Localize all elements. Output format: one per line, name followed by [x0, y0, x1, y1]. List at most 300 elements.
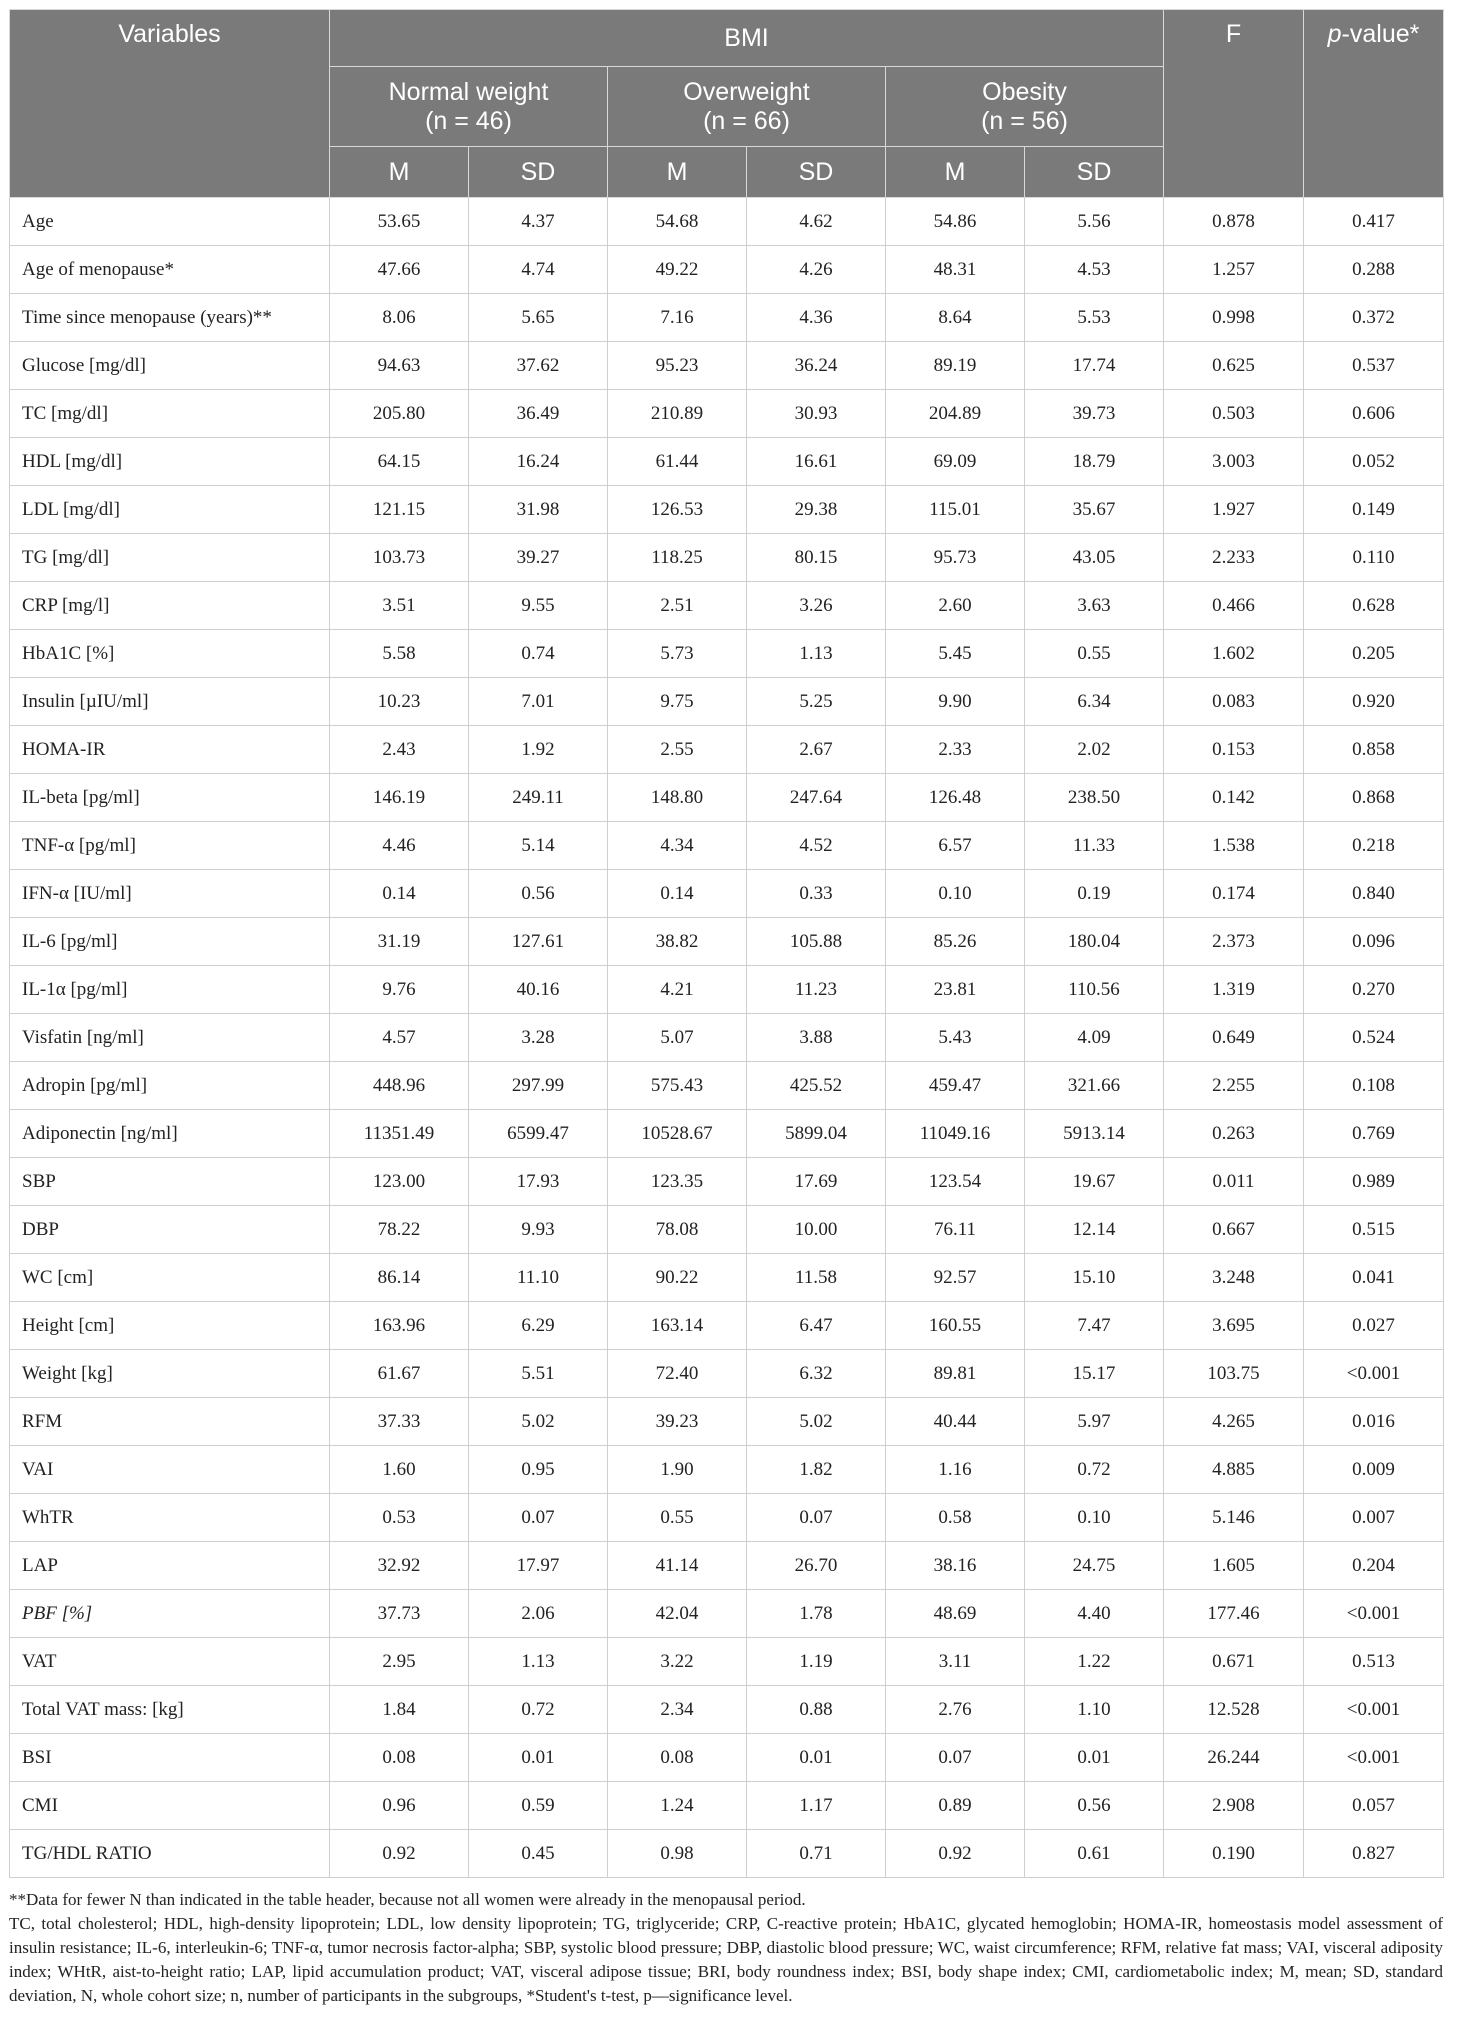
table-row [10, 1254, 1444, 1302]
table-cell: 11049.16 [886, 1110, 1025, 1158]
table-cell: 39.73 [1025, 390, 1164, 438]
table-cell: 2.33 [886, 726, 1025, 774]
table-cell: 95.73 [886, 534, 1025, 582]
table-cell: 76.11 [886, 1206, 1025, 1254]
table-cell: 3.248 [1164, 1254, 1304, 1302]
header-p-italic: p [1327, 20, 1342, 48]
table-row [10, 918, 1444, 966]
table-row [10, 1014, 1444, 1062]
table-row [10, 1638, 1444, 1686]
table-row [10, 390, 1444, 438]
table-cell: 8.64 [886, 294, 1025, 342]
group-n: (n = 56) [981, 106, 1068, 135]
row-label: Adiponectin [ng/ml] [10, 1110, 330, 1158]
table-cell: 1.257 [1164, 246, 1304, 294]
table-cell: 0.88 [747, 1686, 886, 1734]
table-cell: 1.19 [747, 1638, 886, 1686]
table-cell: 4.21 [608, 966, 747, 1014]
table-cell: 4.34 [608, 822, 747, 870]
row-label: HOMA-IR [10, 726, 330, 774]
table-cell: 69.09 [886, 438, 1025, 486]
table-cell: 0.55 [1025, 630, 1164, 678]
table-cell: 118.25 [608, 534, 747, 582]
table-cell: 0.74 [469, 630, 608, 678]
table-cell: 0.840 [1304, 870, 1444, 918]
table-row [10, 1302, 1444, 1350]
table-cell: 11.33 [1025, 822, 1164, 870]
table-row [10, 294, 1444, 342]
table-cell: 0.057 [1304, 1782, 1444, 1830]
table-cell: 43.05 [1025, 534, 1164, 582]
row-label: IL-6 [pg/ml] [10, 918, 330, 966]
row-label: Weight [kg] [10, 1350, 330, 1398]
header-m: M [886, 147, 1025, 198]
table-cell: 6.34 [1025, 678, 1164, 726]
table-cell: 37.62 [469, 342, 608, 390]
table-cell: 11.23 [747, 966, 886, 1014]
table-cell: 5.14 [469, 822, 608, 870]
table-cell: 425.52 [747, 1062, 886, 1110]
table-cell: 115.01 [886, 486, 1025, 534]
table-cell: 0.263 [1164, 1110, 1304, 1158]
table-cell: 575.43 [608, 1062, 747, 1110]
table-cell: 92.57 [886, 1254, 1025, 1302]
table-cell: 17.69 [747, 1158, 886, 1206]
row-label: Glucose [mg/dl] [10, 342, 330, 390]
table-cell: 5899.04 [747, 1110, 886, 1158]
table-cell: 11.10 [469, 1254, 608, 1302]
row-label: Age of menopause* [10, 246, 330, 294]
table-cell: 123.54 [886, 1158, 1025, 1206]
table-cell: 6.47 [747, 1302, 886, 1350]
table-cell: 0.998 [1164, 294, 1304, 342]
table-cell: 0.649 [1164, 1014, 1304, 1062]
table-cell: 163.96 [330, 1302, 469, 1350]
table-cell: 4.265 [1164, 1398, 1304, 1446]
row-label: Time since menopause (years)** [10, 294, 330, 342]
table-cell: 5.73 [608, 630, 747, 678]
row-label: LDL [mg/dl] [10, 486, 330, 534]
table-cell: 37.73 [330, 1590, 469, 1638]
table-cell: 321.66 [1025, 1062, 1164, 1110]
table-cell: 3.88 [747, 1014, 886, 1062]
table-cell: 1.10 [1025, 1686, 1164, 1734]
table-row [10, 774, 1444, 822]
table-cell: 15.17 [1025, 1350, 1164, 1398]
table-cell: 0.96 [330, 1782, 469, 1830]
table-cell: 0.858 [1304, 726, 1444, 774]
table-cell: 47.66 [330, 246, 469, 294]
table-cell: 0.149 [1304, 486, 1444, 534]
table-cell: 0.628 [1304, 582, 1444, 630]
table-cell: 148.80 [608, 774, 747, 822]
table-cell: 35.67 [1025, 486, 1164, 534]
row-label: TG [mg/dl] [10, 534, 330, 582]
table-row [10, 1350, 1444, 1398]
table-body [10, 198, 1444, 1878]
table-cell: <0.001 [1304, 1734, 1444, 1782]
table-cell: 29.38 [747, 486, 886, 534]
table-cell: 0.142 [1164, 774, 1304, 822]
table-cell: 3.11 [886, 1638, 1025, 1686]
table-row [10, 198, 1444, 246]
table-cell: 0.72 [1025, 1446, 1164, 1494]
row-label: Age [10, 198, 330, 246]
table-cell: 2.95 [330, 1638, 469, 1686]
table-cell: <0.001 [1304, 1590, 1444, 1638]
table-cell: 90.22 [608, 1254, 747, 1302]
table-cell: 5.146 [1164, 1494, 1304, 1542]
table-cell: 121.15 [330, 486, 469, 534]
table-footnotes [9, 1888, 1443, 2008]
table-cell: 0.45 [469, 1830, 608, 1878]
table-cell: 0.07 [469, 1494, 608, 1542]
table-cell: 1.605 [1164, 1542, 1304, 1590]
table-cell: 0.083 [1164, 678, 1304, 726]
row-label: Adropin [pg/ml] [10, 1062, 330, 1110]
table-cell: 0.009 [1304, 1446, 1444, 1494]
table-cell: 210.89 [608, 390, 747, 438]
table-cell: 4.09 [1025, 1014, 1164, 1062]
table-cell: 0.537 [1304, 342, 1444, 390]
table-cell: 160.55 [886, 1302, 1025, 1350]
table-cell: 49.22 [608, 246, 747, 294]
table-cell: 0.10 [886, 870, 1025, 918]
header-sd: SD [469, 147, 608, 198]
table-cell: 0.14 [330, 870, 469, 918]
row-label: VAI [10, 1446, 330, 1494]
table-cell: 0.667 [1164, 1206, 1304, 1254]
table-cell: 0.71 [747, 1830, 886, 1878]
table-cell: 0.016 [1304, 1398, 1444, 1446]
header-m: M [608, 147, 747, 198]
header-f: F [1164, 10, 1304, 198]
group-n: (n = 66) [703, 106, 790, 135]
table-cell: 3.51 [330, 582, 469, 630]
table-cell: 247.64 [747, 774, 886, 822]
table-cell: 0.288 [1304, 246, 1444, 294]
table-cell: 0.108 [1304, 1062, 1444, 1110]
table-cell: 0.417 [1304, 198, 1444, 246]
table-cell: 40.16 [469, 966, 608, 1014]
table-row [10, 1830, 1444, 1878]
table-cell: 1.538 [1164, 822, 1304, 870]
footnote-abbreviations: TC, total cholesterol; HDL, high-density lipoprotein; LDL, low density lipoprotein; TG, triglyceride; CRP, C-reactive protein; HbA1C, glycated hemoglobin; HOMA-IR, homeostasis model assessment of insulin resistance; IL-6, interleukin-6; TNF-α, tumor necrosis factor-alpha; SBP, systolic blood pressure; DBP, diastolic blood pressure; WC, waist circumference; RFM, relative fat mass; VAI, visceral adiposity index; WHtR, aist-to-height ratio; LAP, lipid accumulation product; VAT, visceral adipose tissue; BRI, body roundness index; BSI, body shape index; CMI, cardiometabolic index; M, mean; SD, standard deviation, N, whole cohort size; n, number of participants in the subgroups, *Student's t-test, p—significance level. [9, 1914, 1443, 2005]
table-cell: 126.53 [608, 486, 747, 534]
table-cell: 6.32 [747, 1350, 886, 1398]
table-cell: 0.92 [330, 1830, 469, 1878]
table-cell: 0.515 [1304, 1206, 1444, 1254]
table-cell: 0.89 [886, 1782, 1025, 1830]
table-cell: 30.93 [747, 390, 886, 438]
table-cell: 2.51 [608, 582, 747, 630]
table-row [10, 1494, 1444, 1542]
table-cell: 0.205 [1304, 630, 1444, 678]
table-row [10, 486, 1444, 534]
table-cell: 249.11 [469, 774, 608, 822]
table-row [10, 1158, 1444, 1206]
table-cell: 48.31 [886, 246, 1025, 294]
row-label: LAP [10, 1542, 330, 1590]
table-cell: 2.76 [886, 1686, 1025, 1734]
table-cell: 2.60 [886, 582, 1025, 630]
table-cell: 2.06 [469, 1590, 608, 1638]
table-cell: 3.63 [1025, 582, 1164, 630]
header-variables: Variables [10, 10, 330, 198]
row-label: Total VAT mass: [kg] [10, 1686, 330, 1734]
table-cell: 89.81 [886, 1350, 1025, 1398]
table-cell: 4.40 [1025, 1590, 1164, 1638]
table-cell: 0.10 [1025, 1494, 1164, 1542]
table-cell: 0.07 [747, 1494, 886, 1542]
row-label: VAT [10, 1638, 330, 1686]
table-cell: 448.96 [330, 1062, 469, 1110]
table-row [10, 870, 1444, 918]
table-cell: 1.16 [886, 1446, 1025, 1494]
table-cell: 2.55 [608, 726, 747, 774]
table-row [10, 1542, 1444, 1590]
row-label: HbA1C [%] [10, 630, 330, 678]
table-cell: 0.08 [330, 1734, 469, 1782]
table-cell: 9.93 [469, 1206, 608, 1254]
row-label: SBP [10, 1158, 330, 1206]
row-label: Height [cm] [10, 1302, 330, 1350]
table-cell: 0.052 [1304, 438, 1444, 486]
row-label: Visfatin [ng/ml] [10, 1014, 330, 1062]
table-cell: 205.80 [330, 390, 469, 438]
table-cell: 3.28 [469, 1014, 608, 1062]
table-cell: 0.524 [1304, 1014, 1444, 1062]
table-cell: 238.50 [1025, 774, 1164, 822]
table-cell: 204.89 [886, 390, 1025, 438]
header-p-rest: -value* [1341, 20, 1420, 48]
table-cell: 0.027 [1304, 1302, 1444, 1350]
results-table-container [9, 9, 1443, 2008]
table-cell: 72.40 [608, 1350, 747, 1398]
table-cell: 0.98 [608, 1830, 747, 1878]
table-cell: 0.59 [469, 1782, 608, 1830]
table-cell: 5.97 [1025, 1398, 1164, 1446]
header-sd: SD [747, 147, 886, 198]
table-cell: 2.67 [747, 726, 886, 774]
table-row [10, 1686, 1444, 1734]
table-cell: 26.70 [747, 1542, 886, 1590]
table-cell: 32.92 [330, 1542, 469, 1590]
table-cell: 4.52 [747, 822, 886, 870]
table-cell: 80.15 [747, 534, 886, 582]
table-cell: 0.372 [1304, 294, 1444, 342]
table-cell: 1.82 [747, 1446, 886, 1494]
table-cell: 1.78 [747, 1590, 886, 1638]
table-cell: 40.44 [886, 1398, 1025, 1446]
table-row [10, 246, 1444, 294]
row-label: Insulin [µIU/ml] [10, 678, 330, 726]
table-cell: 78.08 [608, 1206, 747, 1254]
row-label: CRP [mg/l] [10, 582, 330, 630]
table-row [10, 1062, 1444, 1110]
table-cell: 0.270 [1304, 966, 1444, 1014]
table-cell: 5913.14 [1025, 1110, 1164, 1158]
table-cell: 41.14 [608, 1542, 747, 1590]
table-cell: 78.22 [330, 1206, 469, 1254]
table-cell: 11.58 [747, 1254, 886, 1302]
table-cell: 53.65 [330, 198, 469, 246]
table-cell: 42.04 [608, 1590, 747, 1638]
table-cell: 9.90 [886, 678, 1025, 726]
row-label: TC [mg/dl] [10, 390, 330, 438]
table-cell: 177.46 [1164, 1590, 1304, 1638]
table-cell: 4.26 [747, 246, 886, 294]
table-cell: 4.74 [469, 246, 608, 294]
table-cell: 54.68 [608, 198, 747, 246]
table-cell: 3.003 [1164, 438, 1304, 486]
table-cell: 5.07 [608, 1014, 747, 1062]
table-cell: 2.43 [330, 726, 469, 774]
table-cell: 17.97 [469, 1542, 608, 1590]
table-cell: 11351.49 [330, 1110, 469, 1158]
table-cell: 123.35 [608, 1158, 747, 1206]
table-cell: 36.24 [747, 342, 886, 390]
table-cell: 4.36 [747, 294, 886, 342]
table-cell: 39.27 [469, 534, 608, 582]
row-label: CMI [10, 1782, 330, 1830]
header-group-obesity [886, 67, 1164, 147]
row-label: IL-1α [pg/ml] [10, 966, 330, 1014]
table-cell: 4.57 [330, 1014, 469, 1062]
table-cell: 10.00 [747, 1206, 886, 1254]
table-cell: 0.01 [1025, 1734, 1164, 1782]
row-label: DBP [10, 1206, 330, 1254]
table-cell: 146.19 [330, 774, 469, 822]
table-cell: 89.19 [886, 342, 1025, 390]
table-cell: 1.13 [469, 1638, 608, 1686]
table-row [10, 1446, 1444, 1494]
table-cell: 5.02 [747, 1398, 886, 1446]
row-label: IL-beta [pg/ml] [10, 774, 330, 822]
table-cell: 0.878 [1164, 198, 1304, 246]
table-cell: 0.53 [330, 1494, 469, 1542]
table-cell: 0.513 [1304, 1638, 1444, 1686]
table-cell: 17.74 [1025, 342, 1164, 390]
header-sd: SD [1025, 147, 1164, 198]
row-label: RFM [10, 1398, 330, 1446]
table-cell: 36.49 [469, 390, 608, 438]
table-cell: 5.56 [1025, 198, 1164, 246]
table-cell: 16.24 [469, 438, 608, 486]
table-cell: 9.76 [330, 966, 469, 1014]
table-cell: 85.26 [886, 918, 1025, 966]
table-cell: 16.61 [747, 438, 886, 486]
row-label: WhTR [10, 1494, 330, 1542]
table-cell: 1.319 [1164, 966, 1304, 1014]
table-cell: 86.14 [330, 1254, 469, 1302]
table-cell: 18.79 [1025, 438, 1164, 486]
table-cell: 180.04 [1025, 918, 1164, 966]
table-cell: 8.06 [330, 294, 469, 342]
table-cell: 5.25 [747, 678, 886, 726]
table-cell: 0.174 [1164, 870, 1304, 918]
table-cell: 0.08 [608, 1734, 747, 1782]
table-cell: 1.927 [1164, 486, 1304, 534]
table-cell: 26.244 [1164, 1734, 1304, 1782]
table-cell: 95.23 [608, 342, 747, 390]
row-label: WC [cm] [10, 1254, 330, 1302]
footnote-data: **Data for fewer N than indicated in the table header, because not all women were already in the menopausal period. [9, 1890, 806, 1909]
header-group-normal-weight [330, 67, 608, 147]
table-header [10, 10, 1444, 198]
table-cell: 103.73 [330, 534, 469, 582]
table-cell: 1.90 [608, 1446, 747, 1494]
table-cell: 103.75 [1164, 1350, 1304, 1398]
table-cell: 31.98 [469, 486, 608, 534]
table-cell: 0.55 [608, 1494, 747, 1542]
table-cell: 0.011 [1164, 1158, 1304, 1206]
table-cell: 0.096 [1304, 918, 1444, 966]
table-row [10, 342, 1444, 390]
table-cell: 459.47 [886, 1062, 1025, 1110]
table-cell: 5.02 [469, 1398, 608, 1446]
table-cell: 0.769 [1304, 1110, 1444, 1158]
table-cell: 38.16 [886, 1542, 1025, 1590]
table-cell: 24.75 [1025, 1542, 1164, 1590]
table-cell: 1.13 [747, 630, 886, 678]
table-cell: 0.671 [1164, 1638, 1304, 1686]
table-cell: 1.24 [608, 1782, 747, 1830]
table-cell: 64.15 [330, 438, 469, 486]
table-cell: 17.93 [469, 1158, 608, 1206]
bmi-comparison-table [9, 9, 1444, 1878]
table-row [10, 822, 1444, 870]
table-row [10, 630, 1444, 678]
table-cell: 6.29 [469, 1302, 608, 1350]
table-cell: 23.81 [886, 966, 1025, 1014]
table-cell: 1.92 [469, 726, 608, 774]
table-cell: 1.602 [1164, 630, 1304, 678]
table-row [10, 678, 1444, 726]
table-row [10, 966, 1444, 1014]
table-cell: 9.55 [469, 582, 608, 630]
table-row [10, 1734, 1444, 1782]
table-cell: 0.14 [608, 870, 747, 918]
table-cell: 110.56 [1025, 966, 1164, 1014]
row-label: TG/HDL RATIO [10, 1830, 330, 1878]
table-row [10, 1110, 1444, 1158]
table-cell: 2.373 [1164, 918, 1304, 966]
table-cell: 10528.67 [608, 1110, 747, 1158]
table-cell: 39.23 [608, 1398, 747, 1446]
table-cell: 5.65 [469, 294, 608, 342]
table-cell: 0.218 [1304, 822, 1444, 870]
table-cell: 127.61 [469, 918, 608, 966]
table-cell: 0.007 [1304, 1494, 1444, 1542]
table-cell: 12.14 [1025, 1206, 1164, 1254]
table-cell: 0.110 [1304, 534, 1444, 582]
table-cell: 5.51 [469, 1350, 608, 1398]
header-m: M [330, 147, 469, 198]
table-cell: 2.233 [1164, 534, 1304, 582]
table-cell: 0.204 [1304, 1542, 1444, 1590]
table-cell: 0.72 [469, 1686, 608, 1734]
table-cell: 0.56 [1025, 1782, 1164, 1830]
table-row [10, 582, 1444, 630]
table-row [10, 726, 1444, 774]
table-cell: 0.01 [747, 1734, 886, 1782]
table-cell: 1.22 [1025, 1638, 1164, 1686]
table-cell: 19.67 [1025, 1158, 1164, 1206]
group-name: Normal weight [388, 77, 549, 106]
table-cell: 6.57 [886, 822, 1025, 870]
table-cell: 1.84 [330, 1686, 469, 1734]
